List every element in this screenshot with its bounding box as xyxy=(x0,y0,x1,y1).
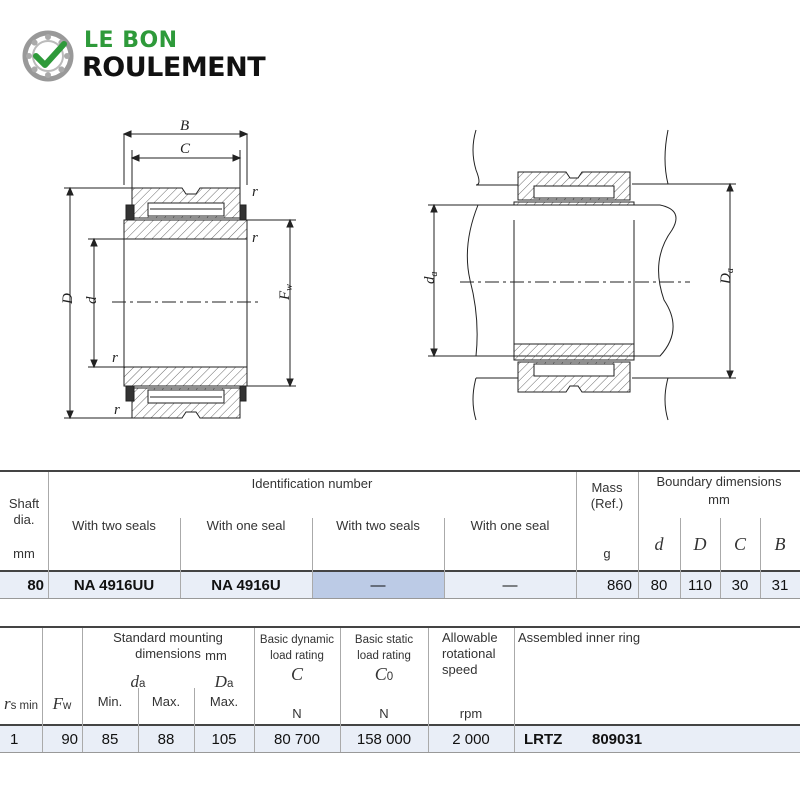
header-two-seals-1: With two seals xyxy=(72,518,156,533)
row-ring-number: 809031 xyxy=(592,731,643,748)
row-speed: 2 000 xyxy=(452,731,490,748)
bearing-check-icon xyxy=(22,30,74,82)
header-static-unit: N xyxy=(379,706,389,721)
label-D: D xyxy=(60,293,76,304)
header-static: Basic static load rating xyxy=(354,634,414,662)
row-C: 30 xyxy=(731,577,749,594)
row-two-seals-2: — xyxy=(370,577,386,594)
header-mass: Mass (Ref.) xyxy=(590,480,624,511)
header-static-symbol: C0 xyxy=(374,664,394,684)
header-max-2: Max. xyxy=(209,694,239,709)
label-r-2: r xyxy=(252,230,258,246)
row-B: 31 xyxy=(771,577,789,594)
header-shaft-unit: mm xyxy=(13,546,35,561)
header-max-1: Max. xyxy=(151,694,181,709)
header-one-seal-2: With one seal xyxy=(470,518,550,533)
row-rsmin: 1 xyxy=(10,731,19,748)
header-speed-unit: rpm xyxy=(459,706,483,721)
row-da-max: 88 xyxy=(157,731,175,748)
mounting-table xyxy=(0,626,800,756)
header-mounting: Standard mounting dimensions xyxy=(113,630,223,661)
header-one-seal-1: With one seal xyxy=(206,518,286,533)
label-d: d xyxy=(84,296,100,304)
row-static: 158 000 xyxy=(356,731,412,748)
header-D: D xyxy=(693,534,707,554)
brand-logo xyxy=(22,26,302,86)
header-dynamic-unit: N xyxy=(292,706,302,721)
header-C: C xyxy=(733,534,746,554)
row-fw: 90 xyxy=(61,731,78,748)
header-Da: Da xyxy=(214,672,234,691)
header-mounting-unit: mm xyxy=(205,648,227,663)
row-dynamic: 80 700 xyxy=(274,731,320,748)
header-dynamic-symbol: C xyxy=(290,664,303,684)
header-d: d xyxy=(654,534,664,554)
label-da: $d_a$ xyxy=(422,271,440,284)
header-dynamic: Basic dynamic load rating xyxy=(259,634,335,662)
identification-table xyxy=(0,470,800,600)
header-boundary: Boundary dimensions xyxy=(656,474,782,489)
row-Da-max: 105 xyxy=(211,731,237,748)
row-one-seal-1: NA 4916U xyxy=(211,577,281,594)
header-ring: Assembled inner ring xyxy=(518,630,641,645)
label-r-1: r xyxy=(252,184,258,200)
header-rsmin: rs min xyxy=(3,694,39,713)
label-B: B xyxy=(180,118,190,134)
bearing-diagram xyxy=(0,110,800,440)
header-min: Min. xyxy=(97,694,123,709)
header-speed: Allowable rotational speed xyxy=(442,630,498,677)
label-r-3: r xyxy=(112,350,118,366)
left-section-view xyxy=(64,131,296,418)
row-d: 80 xyxy=(650,577,668,594)
logo-line-2: ROULEMENT xyxy=(82,52,266,83)
row-mass: 860 xyxy=(606,577,632,594)
row-shaft: 80 xyxy=(27,577,44,594)
label-Fw: $F_w$ xyxy=(277,284,295,300)
right-mounting-view xyxy=(428,130,736,420)
header-da: da xyxy=(130,672,146,691)
header-mass-unit: g xyxy=(603,546,611,561)
row-ring-series: LRTZ xyxy=(524,731,563,748)
header-boundary-unit: mm xyxy=(708,492,730,507)
row-D: 110 xyxy=(688,577,712,594)
header-fw: Fw xyxy=(52,694,72,713)
row-da-min: 85 xyxy=(101,731,119,748)
label-Da: $D_a$ xyxy=(718,268,736,284)
row-two-seals-1: NA 4916UU xyxy=(73,577,155,594)
label-C: C xyxy=(180,141,191,157)
row-one-seal-2: — xyxy=(502,577,518,594)
label-r-4: r xyxy=(114,402,120,418)
header-shaft: Shaft dia. xyxy=(8,496,40,527)
header-B: B xyxy=(774,534,786,554)
header-identification: Identification number xyxy=(251,476,373,491)
header-two-seals-2: With two seals xyxy=(336,518,420,533)
logo-line-1: LE BON xyxy=(84,28,178,53)
